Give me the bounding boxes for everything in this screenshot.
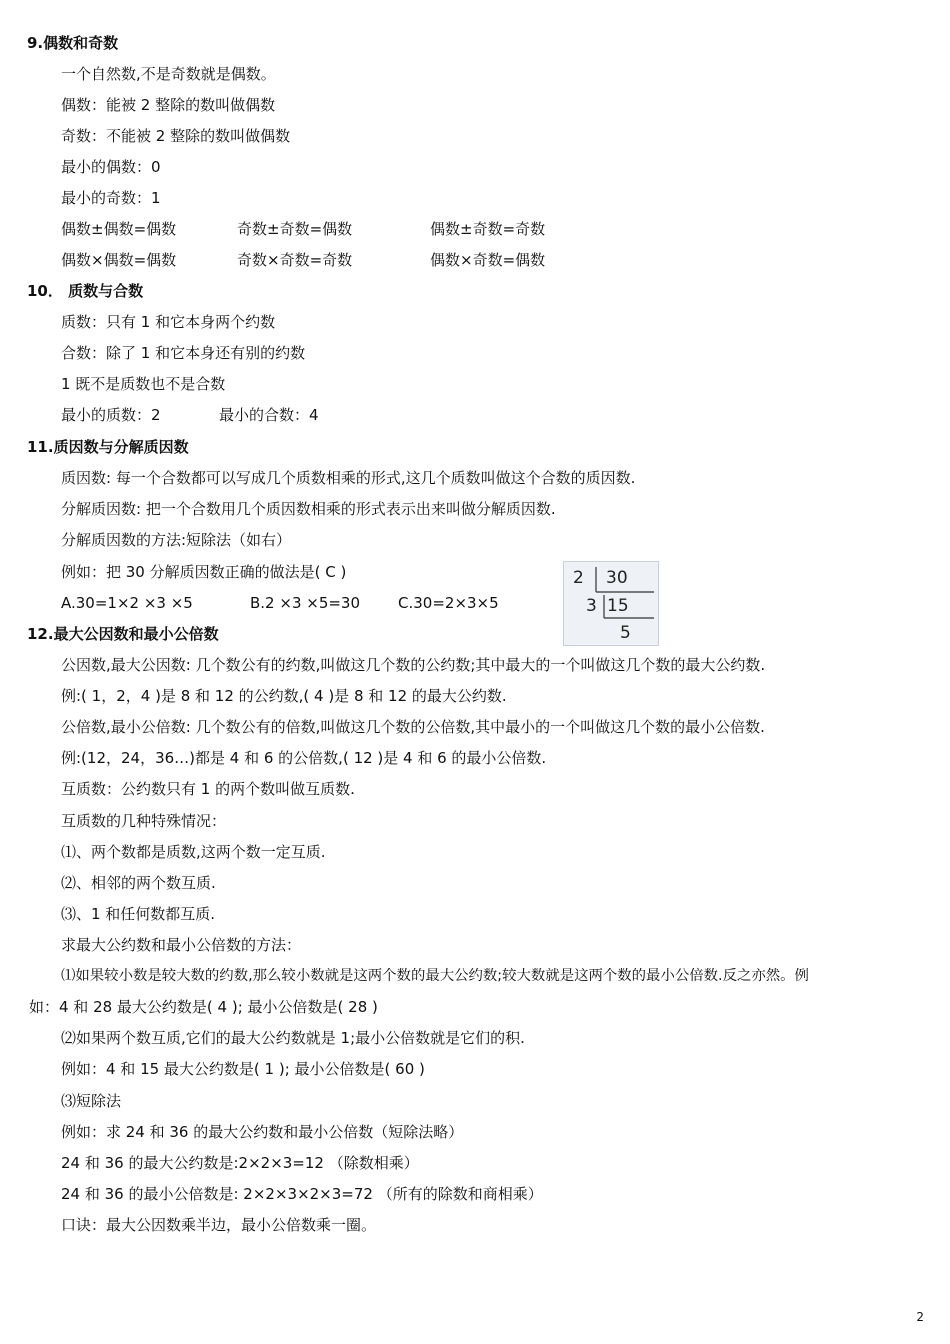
s12-line-10: 求最大公约数和最小公倍数的方法：: [61, 936, 302, 954]
s10-line-3: 1 既不是质数也不是合数: [61, 375, 226, 393]
division-quotient: 5: [620, 623, 631, 643]
s9-line-2: 偶数：能被 2 整除的数叫做偶数: [61, 96, 276, 114]
s11-option-c: C.30=2×3×5: [398, 594, 499, 612]
s9-line-5: 最小的奇数：1: [61, 189, 161, 207]
s12-line-9: ⑶、1 和任何数都互质.: [61, 905, 216, 923]
s9-rule-mul-2: 奇数×奇数=奇数: [237, 251, 353, 269]
s9-rule-mul-3: 偶数×奇数=偶数: [430, 251, 546, 269]
section-10-title: 10． 质数与合数: [27, 282, 144, 300]
s12-line-16: 例如：求 24 和 36 的最大公约数和最小公倍数（短除法略）: [61, 1123, 464, 1141]
s12-line-17: 24 和 36 的最大公约数是:2×2×3=12 （除数相乘）: [61, 1154, 419, 1172]
section-12-title: 12.最大公因数和最小公倍数: [27, 625, 219, 643]
s12-line-18: 24 和 36 的最小公倍数是: 2×2×3×2×3=72 （所有的除数和商相乘）: [61, 1185, 543, 1203]
division-divisor-2: 3: [586, 596, 597, 616]
s11-line-2: 分解质因数: 把一个合数用几个质因数相乘的形式表示出来叫做分解质因数.: [61, 500, 556, 518]
s9-rule-mul-1: 偶数×偶数=偶数: [61, 251, 177, 269]
s11-line-4: 例如：把 30 分解质因数正确的做法是( C ): [61, 563, 347, 581]
s12-line-8: ⑵、相邻的两个数互质.: [61, 874, 216, 892]
page-number: 2: [916, 1310, 924, 1324]
division-divisor-1: 2: [573, 568, 584, 588]
s12-line-12: 如：4 和 28 最大公约数是( 4 ); 最小公倍数是( 28 ): [29, 998, 378, 1016]
short-division-figure: [563, 561, 659, 646]
s10-line-2: 合数：除了 1 和它本身还有别的约数: [61, 344, 306, 362]
s12-line-15: ⑶短除法: [61, 1092, 122, 1110]
s11-option-a: A.30=1×2 ×3 ×5: [61, 594, 193, 612]
division-number-2: 15: [607, 596, 629, 616]
s10-line-4b: 最小的合数：4: [219, 406, 319, 424]
s12-line-4: 例:(12，24，36…)都是 4 和 6 的公倍数,( 12 )是 4 和 6 的最小公倍数.: [61, 749, 547, 767]
s12-line-13: ⑵如果两个数互质,它们的最大公约数就是 1;最小公倍数就是它们的积.: [61, 1029, 525, 1047]
s12-line-7: ⑴、两个数都是质数,这两个数一定互质.: [61, 843, 326, 861]
s11-line-1: 质因数: 每一个合数都可以写成几个质数相乘的形式,这几个质数叫做这个合数的质因数.: [61, 469, 636, 487]
s12-line-14: 例如：4 和 15 最大公约数是( 1 ); 最小公倍数是( 60 ): [61, 1060, 425, 1078]
s12-line-11: ⑴如果较小数是较大数的约数,那么较小数就是这两个数的最大公约数;较大数就是这两个数的最小公倍数.反之亦然。例: [61, 968, 809, 984]
s12-line-6: 互质数的几种特殊情况：: [61, 812, 227, 830]
s9-rule-add-2: 奇数±奇数=偶数: [237, 220, 353, 238]
s9-rule-add-3: 偶数±奇数=奇数: [430, 220, 546, 238]
s10-line-1: 质数：只有 1 和它本身两个约数: [61, 313, 276, 331]
s12-line-2: 例:( 1，2，4 )是 8 和 12 的公约数,( 4 )是 8 和 12 的最大公约数.: [61, 687, 507, 705]
section-11-title: 11.质因数与分解质因数: [27, 438, 189, 456]
division-number-1: 30: [606, 568, 628, 588]
s12-line-3: 公倍数,最小公倍数: 几个数公有的倍数,叫做这几个数的公倍数,其中最小的一个叫做这几个数的最小公倍数.: [61, 718, 765, 736]
s9-line-3: 奇数：不能被 2 整除的数叫做偶数: [61, 127, 291, 145]
s9-line-4: 最小的偶数：0: [61, 158, 161, 176]
s12-line-19: 口诀：最大公因数乘半边，最小公倍数乘一圈。: [61, 1216, 377, 1234]
s9-line-1: 一个自然数,不是奇数就是偶数。: [61, 65, 276, 83]
s9-rule-add-1: 偶数±偶数=偶数: [61, 220, 177, 238]
section-9-title: 9.偶数和奇数: [27, 34, 119, 52]
s10-line-4a: 最小的质数：2: [61, 406, 161, 424]
s12-line-5: 互质数：公约数只有 1 的两个数叫做互质数.: [61, 780, 355, 798]
s11-line-3: 分解质因数的方法:短除法（如右）: [61, 531, 292, 549]
s12-line-1: 公因数,最大公因数: 几个数公有的约数,叫做这几个数的公约数;其中最大的一个叫做这几个数的最大公约数.: [61, 656, 766, 674]
s11-option-b: B.2 ×3 ×5=30: [250, 594, 361, 612]
